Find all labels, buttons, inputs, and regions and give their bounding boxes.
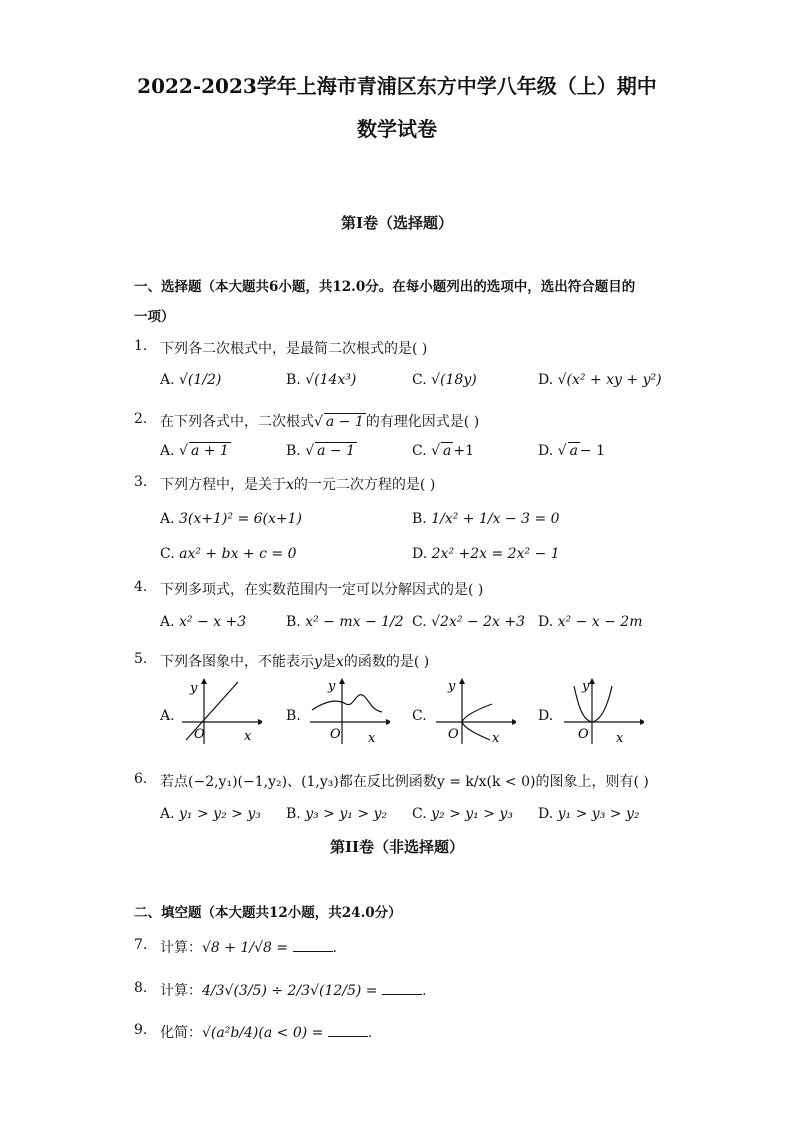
q9-expr: √(a²b/4)(a < 0) = bbox=[202, 1025, 324, 1041]
option-label: A. bbox=[160, 372, 175, 388]
q4-option-a: A. x² − x +3 bbox=[160, 614, 247, 630]
q9-number: 9. bbox=[134, 1022, 148, 1038]
q2-option-d: D. √ a − 1 bbox=[538, 443, 606, 459]
svg-text:O: O bbox=[330, 727, 341, 742]
q1-stem: 下列各二次根式中，是最简二次根式的是( ) bbox=[160, 341, 428, 357]
svg-text:y: y bbox=[328, 679, 336, 694]
svg-text:O: O bbox=[448, 727, 459, 742]
q5-graph-c bbox=[432, 676, 516, 746]
q6-stem: 若点(−2,y₁)(−1,y₂)、(1,y₃)都在反比例函数y = k/x(k < 0)的图象上，则有( ) bbox=[160, 774, 649, 790]
q5-number: 5. bbox=[134, 651, 148, 667]
q4-option-d: D. x² − x − 2m bbox=[538, 614, 643, 630]
q9-answer-blank bbox=[328, 1024, 368, 1037]
q7-stem: 计算：√8 + 1/√8 = . bbox=[160, 940, 337, 956]
q1-option-d bbox=[538, 372, 662, 388]
q4-stem: 下列多项式，在实数范围内一定可以分解因式的是( ) bbox=[160, 582, 484, 598]
svg-text:x: x bbox=[616, 731, 624, 746]
q1-c-math: √(18y) bbox=[431, 372, 477, 388]
q7-number: 7. bbox=[134, 937, 148, 953]
svg-text:x: x bbox=[368, 731, 376, 746]
q9-stem: 化简：√(a²b/4)(a < 0) = . bbox=[160, 1025, 373, 1041]
option-label: B. bbox=[286, 372, 301, 388]
svg-text:x: x bbox=[492, 731, 500, 746]
q5-option-c-label: C. bbox=[412, 708, 427, 724]
q6-option-a: A. y₁ > y₂ > y₃ bbox=[160, 806, 261, 822]
q1-option-c bbox=[412, 372, 477, 388]
q1-option-a bbox=[160, 372, 221, 388]
q4-option-b: B. x² − mx − 1/2 bbox=[286, 614, 404, 630]
q4-number: 4. bbox=[134, 579, 148, 595]
q3-option-c: C. ax² + bx + c = 0 bbox=[160, 546, 297, 562]
q6-option-d: D. y₁ > y₃ > y₂ bbox=[538, 806, 640, 822]
svg-text:x: x bbox=[244, 729, 252, 744]
q7-expr: √8 + 1/√8 = bbox=[202, 940, 289, 956]
option-label: D. bbox=[538, 372, 554, 388]
svg-text:O: O bbox=[578, 727, 589, 742]
q1-number: 1. bbox=[134, 338, 148, 354]
q1-d-math: √(x² + xy + y²) bbox=[557, 372, 662, 388]
q3-option-b: B. 1/x² + 1/x − 3 = 0 bbox=[412, 511, 560, 527]
q8-expr: 4/3√(3/5) ÷ 2/3√(12/5) = bbox=[202, 983, 378, 999]
q5-graph-d bbox=[560, 676, 644, 746]
exam-title-line2: 数学试卷 bbox=[357, 117, 437, 141]
q3-number: 3. bbox=[134, 474, 148, 490]
q1-b-math: √(14x³) bbox=[305, 372, 357, 388]
q8-stem: 计算：4/3√(3/5) ÷ 2/3√(12/5) = . bbox=[160, 983, 427, 999]
q2-number: 2. bbox=[134, 411, 148, 427]
section2-heading: 二、填空题（本大题共12小题，共24.0分） bbox=[134, 905, 402, 921]
q3-option-a: A. 3(x+1)² = 6(x+1) bbox=[160, 511, 302, 527]
svg-text:y: y bbox=[582, 679, 590, 694]
q3-stem: 下列方程中，是关于x的一元二次方程的是( ) bbox=[160, 477, 436, 493]
q5-graph-b bbox=[306, 676, 390, 746]
q4-option-c: C. √2x² − 2x +3 bbox=[412, 614, 525, 630]
q2-option-b: B. √ a − 1 bbox=[286, 443, 356, 459]
q1-option-b bbox=[286, 372, 356, 388]
part2-title: 第II卷（非选择题） bbox=[329, 838, 465, 856]
svg-text:y: y bbox=[448, 679, 456, 694]
q5-option-d-label: D. bbox=[538, 708, 554, 724]
q2-stem: 在下列各式中，二次根式√ a − 1 的有理化因式是( ) bbox=[160, 414, 480, 430]
section1-heading-line1: 一、选择题（本大题共6小题，共12.0分。在每小题列出的选项中，选出符合题目的 bbox=[134, 279, 636, 295]
q8-number: 8. bbox=[134, 980, 148, 996]
q5-stem: 下列各图象中，不能表示y是x的函数的是( ) bbox=[160, 654, 430, 670]
option-label: C. bbox=[412, 372, 427, 388]
q2-option-c: C. √ a +1 bbox=[412, 443, 475, 459]
q5-option-a-label: A. bbox=[160, 708, 175, 724]
q5-option-b-label: B. bbox=[286, 708, 301, 724]
exam-title-line1: 2022-2023学年上海市青浦区东方中学八年级（上）期中 bbox=[137, 74, 657, 98]
q3-option-d: D. 2x² +2x = 2x² − 1 bbox=[412, 546, 560, 562]
q5-graph-a bbox=[178, 676, 262, 746]
q7-answer-blank bbox=[293, 939, 333, 952]
part1-title: 第I卷（选择题） bbox=[340, 214, 454, 232]
q1-a-math: √(1/2) bbox=[179, 372, 222, 388]
svg-text:O: O bbox=[194, 727, 205, 742]
q8-answer-blank bbox=[382, 982, 422, 995]
q6-option-b: B. y₃ > y₁ > y₂ bbox=[286, 806, 388, 822]
q6-number: 6. bbox=[134, 771, 148, 787]
section1-heading-line2: 一项） bbox=[134, 309, 175, 325]
q6-option-c: C. y₂ > y₁ > y₃ bbox=[412, 806, 513, 822]
svg-text:y: y bbox=[190, 681, 198, 696]
q2-option-a: A. √ a + 1 bbox=[160, 443, 229, 459]
